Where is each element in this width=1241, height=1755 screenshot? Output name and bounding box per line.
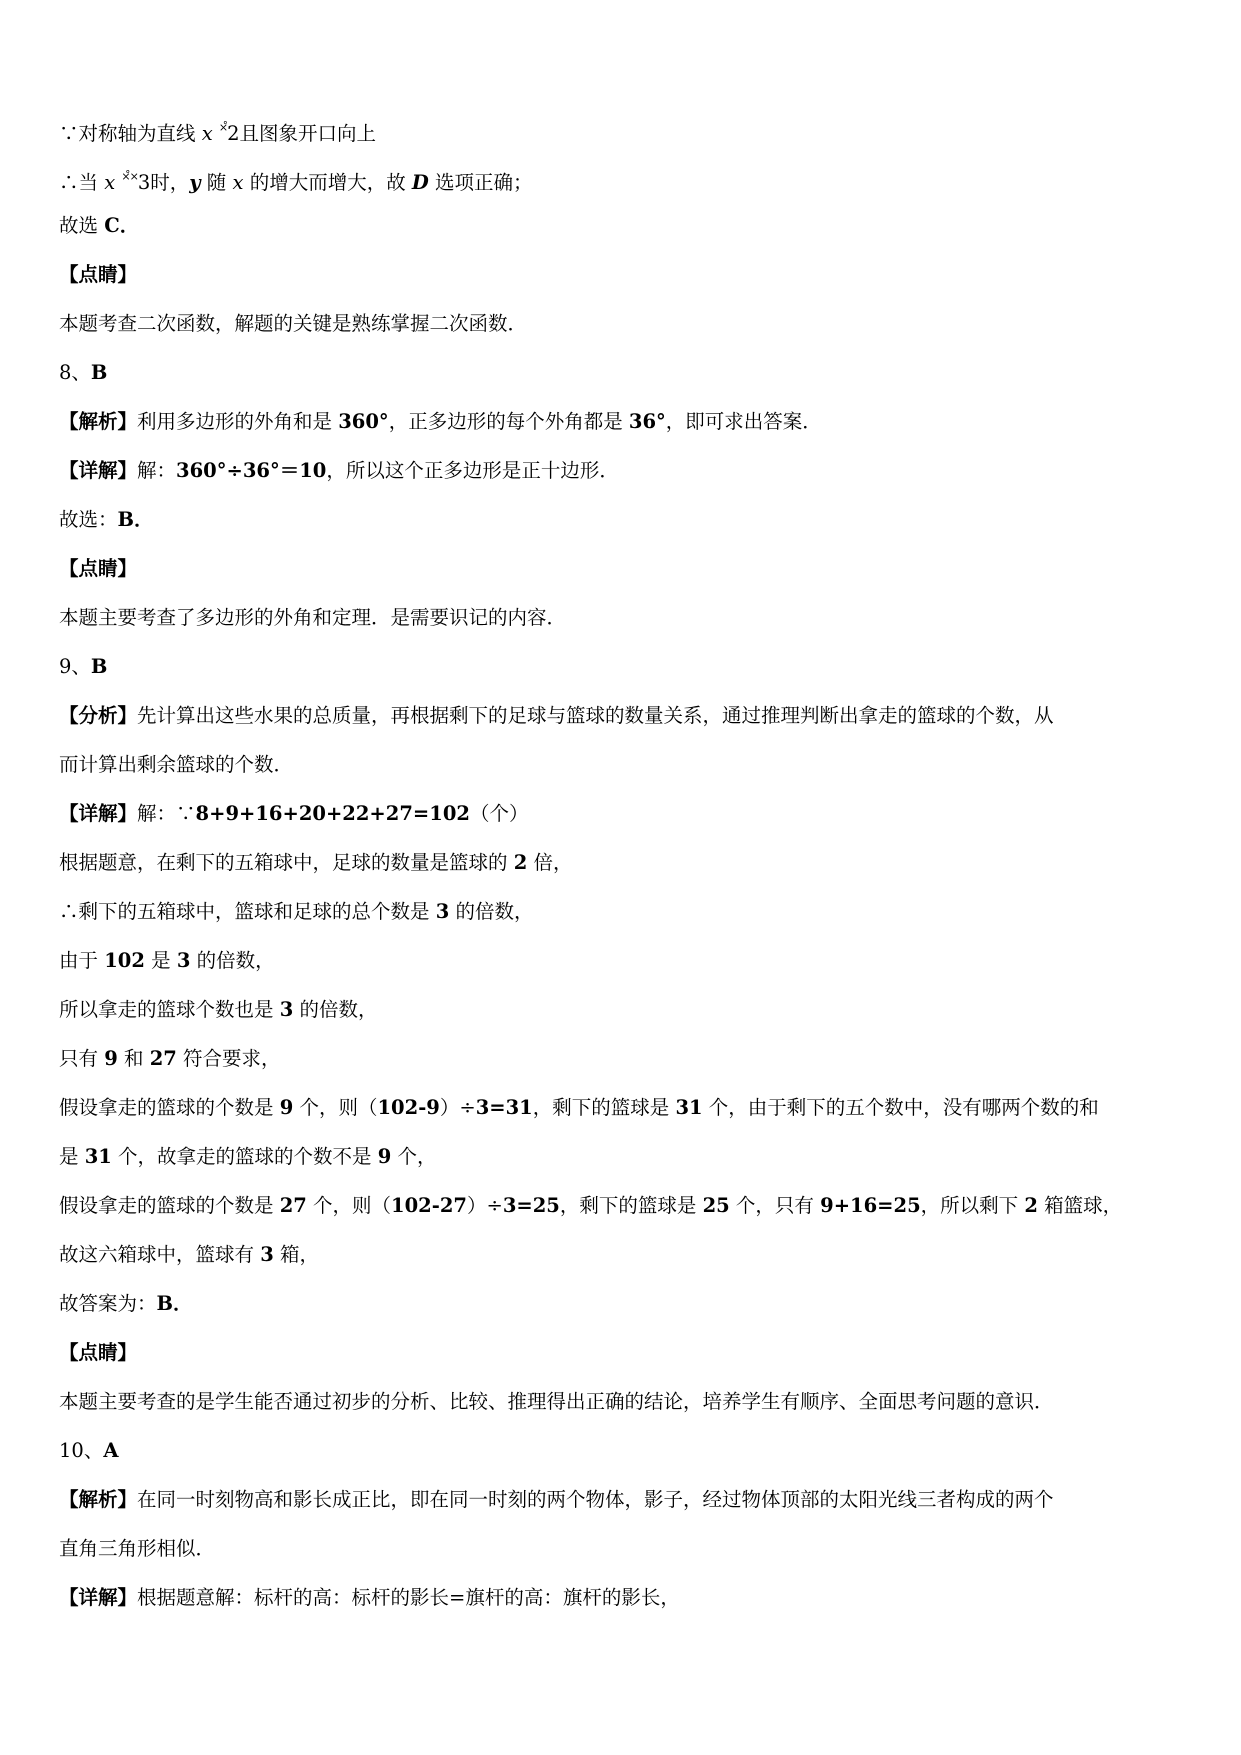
text-segment: 故选： <box>59 508 118 531</box>
text-line <box>59 1486 1054 1514</box>
text-segment: ）÷ <box>439 1096 476 1119</box>
text-segment: 根据题意解：标杆的高：标杆的影长=旗杆的高：旗杆的影长， <box>137 1586 680 1609</box>
text-segment: 个，则（ <box>306 1194 392 1217</box>
text-segment: ）÷ <box>466 1194 503 1217</box>
text-segment: 【详解】 <box>59 459 138 482</box>
text-line <box>59 1535 215 1563</box>
text-segment: 本题主要考查了多边形的外角和定理．是需要识记的内容． <box>59 606 567 629</box>
text-segment: A <box>103 1439 119 1462</box>
text-line <box>59 751 293 779</box>
text-segment: 【点睛】 <box>59 263 138 286</box>
text-segment: 箱篮球， <box>1037 1194 1123 1217</box>
text-segment: 3=31 <box>475 1096 533 1119</box>
text-segment: 9 <box>279 1096 294 1119</box>
text-segment: 25 <box>702 1194 730 1217</box>
text-segment: 根据题意，在剩下的五箱球中，足球的数量是篮球的 <box>59 851 514 874</box>
text-segment: 3 <box>260 1243 274 1266</box>
text-segment: 3时， <box>137 171 190 194</box>
text-segment: 解：∵ <box>137 802 196 825</box>
text-segment: 的倍数， <box>190 949 275 972</box>
text-segment: 由于 <box>59 949 105 972</box>
text-line <box>59 1290 193 1318</box>
text-line <box>59 555 137 583</box>
text-segment: 故选 <box>59 214 105 237</box>
text-segment: 3 <box>435 900 450 923</box>
text-segment: 27 <box>279 1194 307 1217</box>
text-segment: 360°÷36°＝10 <box>176 459 327 482</box>
text-segment: ∴剩下的五箱球中，篮球和足球的总个数是 <box>59 900 436 923</box>
text-segment: 解： <box>137 459 177 482</box>
text-segment: ∵对称轴为直线 <box>59 122 202 145</box>
text-line <box>59 1241 319 1269</box>
text-segment: ∴当 <box>59 171 105 194</box>
text-segment: 9 <box>104 1047 118 1070</box>
text-segment: 9、 <box>59 655 91 678</box>
text-line <box>59 898 533 926</box>
text-segment: 的倍数， <box>449 900 534 923</box>
text-line <box>59 1045 281 1073</box>
text-segment: B <box>90 361 108 384</box>
text-segment: 和 <box>117 1047 150 1070</box>
text-segment: 先计算出这些水果的总质量，再根据剩下的足球与篮球的数量关系，通过推理判断出拿走的篮球的个数，从 <box>137 704 1054 727</box>
text-segment: 102-27 <box>391 1194 467 1217</box>
text-segment: 【点睛】 <box>59 557 138 580</box>
text-segment: 箱， <box>273 1243 319 1266</box>
text-segment: x <box>104 171 116 194</box>
text-segment: 36° <box>628 410 666 433</box>
text-line <box>59 163 533 197</box>
text-segment: x <box>201 122 213 145</box>
text-line <box>59 1388 1054 1416</box>
text-segment: 的增大而增大，故 <box>243 171 412 194</box>
text-line <box>59 1584 680 1612</box>
text-segment: ，即可求出答案． <box>665 410 822 433</box>
text-line <box>59 408 822 436</box>
text-segment: 是 <box>144 949 177 972</box>
text-segment: 随 <box>200 171 233 194</box>
text-segment: 个， <box>391 1145 437 1168</box>
text-segment: ，所以剩下 <box>920 1194 1025 1217</box>
text-segment: 【解析】 <box>59 410 138 433</box>
text-segment: 2 <box>513 851 528 874</box>
text-segment: 倍， <box>527 851 573 874</box>
text-segment: 【详解】 <box>59 1586 138 1609</box>
text-line <box>59 604 566 632</box>
text-segment: 本题考查二次函数，解题的关键是熟练掌握二次函数． <box>59 312 528 335</box>
text-segment: y <box>189 171 201 194</box>
text-line <box>59 1094 1099 1122</box>
text-segment: 直角三角形相似． <box>59 1537 216 1560</box>
text-segment: 假设拿走的篮球的个数是 <box>59 1096 280 1119</box>
text-line <box>59 1437 118 1465</box>
text-segment: 2 <box>1024 1194 1038 1217</box>
text-line <box>59 261 137 289</box>
text-line <box>59 457 619 485</box>
text-line <box>59 114 376 148</box>
text-segment: ，正多边形的每个外角都是 <box>388 410 629 433</box>
text-segment: 符合要求， <box>176 1047 281 1070</box>
text-segment: 个，故拿走的篮球的个数不是 <box>111 1145 378 1168</box>
text-segment: x <box>232 171 244 194</box>
text-segment: 选项正确； <box>428 171 533 194</box>
text-line <box>59 996 377 1024</box>
text-segment: 9+16=25 <box>820 1194 921 1217</box>
text-segment: 3 <box>279 998 294 1021</box>
text-segment: 个，则（ <box>293 1096 378 1119</box>
text-segment: 31 <box>84 1145 112 1168</box>
text-line <box>59 1143 437 1171</box>
text-segment: （个） <box>469 802 529 825</box>
text-segment: B <box>90 655 108 678</box>
text-segment: 个，只有 <box>729 1194 821 1217</box>
text-segment: 8+9+16+20+22+27=102 <box>195 802 470 825</box>
text-segment: 故这六箱球中，篮球有 <box>59 1243 261 1266</box>
text-segment: ×̊× <box>121 170 138 183</box>
text-segment: 3=25 <box>502 1194 560 1217</box>
text-segment: 3 <box>176 949 191 972</box>
text-segment: B． <box>117 508 154 531</box>
text-line <box>59 1192 1122 1220</box>
text-segment: 个，由于剩下的五个数中，没有哪两个数的和 <box>702 1096 1099 1119</box>
text-segment: 【分析】 <box>59 704 138 727</box>
text-segment: 在同一时刻物高和影长成正比，即在同一时刻的两个物体，影子，经过物体顶部的太阳光线三者构成的两个 <box>137 1488 1054 1511</box>
text-line <box>59 212 139 240</box>
text-segment: 本题主要考查的是学生能否通过初步的分析、比较、推理得出正确的结论，培养学生有顺序、全面思考问题的意识． <box>59 1390 1054 1413</box>
text-segment: 27 <box>149 1047 177 1070</box>
text-segment: ×̊ <box>218 121 228 134</box>
text-line <box>59 849 572 877</box>
text-segment: 【点睛】 <box>59 1341 138 1364</box>
text-segment: D <box>411 171 429 194</box>
text-segment: 的倍数， <box>293 998 378 1021</box>
text-line <box>59 506 154 534</box>
text-segment: 10、 <box>59 1439 104 1462</box>
text-segment: B． <box>156 1292 193 1315</box>
text-segment: 【详解】 <box>59 802 138 825</box>
text-segment: ，剩下的篮球是 <box>559 1194 703 1217</box>
text-segment: 假设拿走的篮球的个数是 <box>59 1194 280 1217</box>
text-segment: ，剩下的篮球是 <box>532 1096 676 1119</box>
text-segment: 9 <box>377 1145 392 1168</box>
text-segment: 利用多边形的外角和是 <box>137 410 339 433</box>
text-line <box>59 310 527 338</box>
text-line <box>59 800 528 828</box>
text-segment: 360° <box>338 410 389 433</box>
text-segment: 8、 <box>59 361 91 384</box>
text-segment: 而计算出剩余篮球的个数． <box>59 753 294 776</box>
text-segment: 102 <box>104 949 145 972</box>
text-segment: 【解析】 <box>59 1488 138 1511</box>
text-line <box>59 359 107 387</box>
text-line <box>59 1339 137 1367</box>
text-segment: 2且图象开口向上 <box>227 122 377 145</box>
text-segment: 102-9 <box>377 1096 440 1119</box>
text-segment: 故答案为： <box>59 1292 157 1315</box>
text-segment: C． <box>104 214 140 237</box>
text-line <box>59 947 275 975</box>
text-segment: 是 <box>59 1145 85 1168</box>
text-line <box>59 653 107 681</box>
text-segment: 31 <box>675 1096 703 1119</box>
text-segment: ，所以这个正多边形是正十边形． <box>326 459 619 482</box>
text-segment: 只有 <box>59 1047 105 1070</box>
text-line <box>59 702 1054 730</box>
text-segment: 所以拿走的篮球个数也是 <box>59 998 280 1021</box>
